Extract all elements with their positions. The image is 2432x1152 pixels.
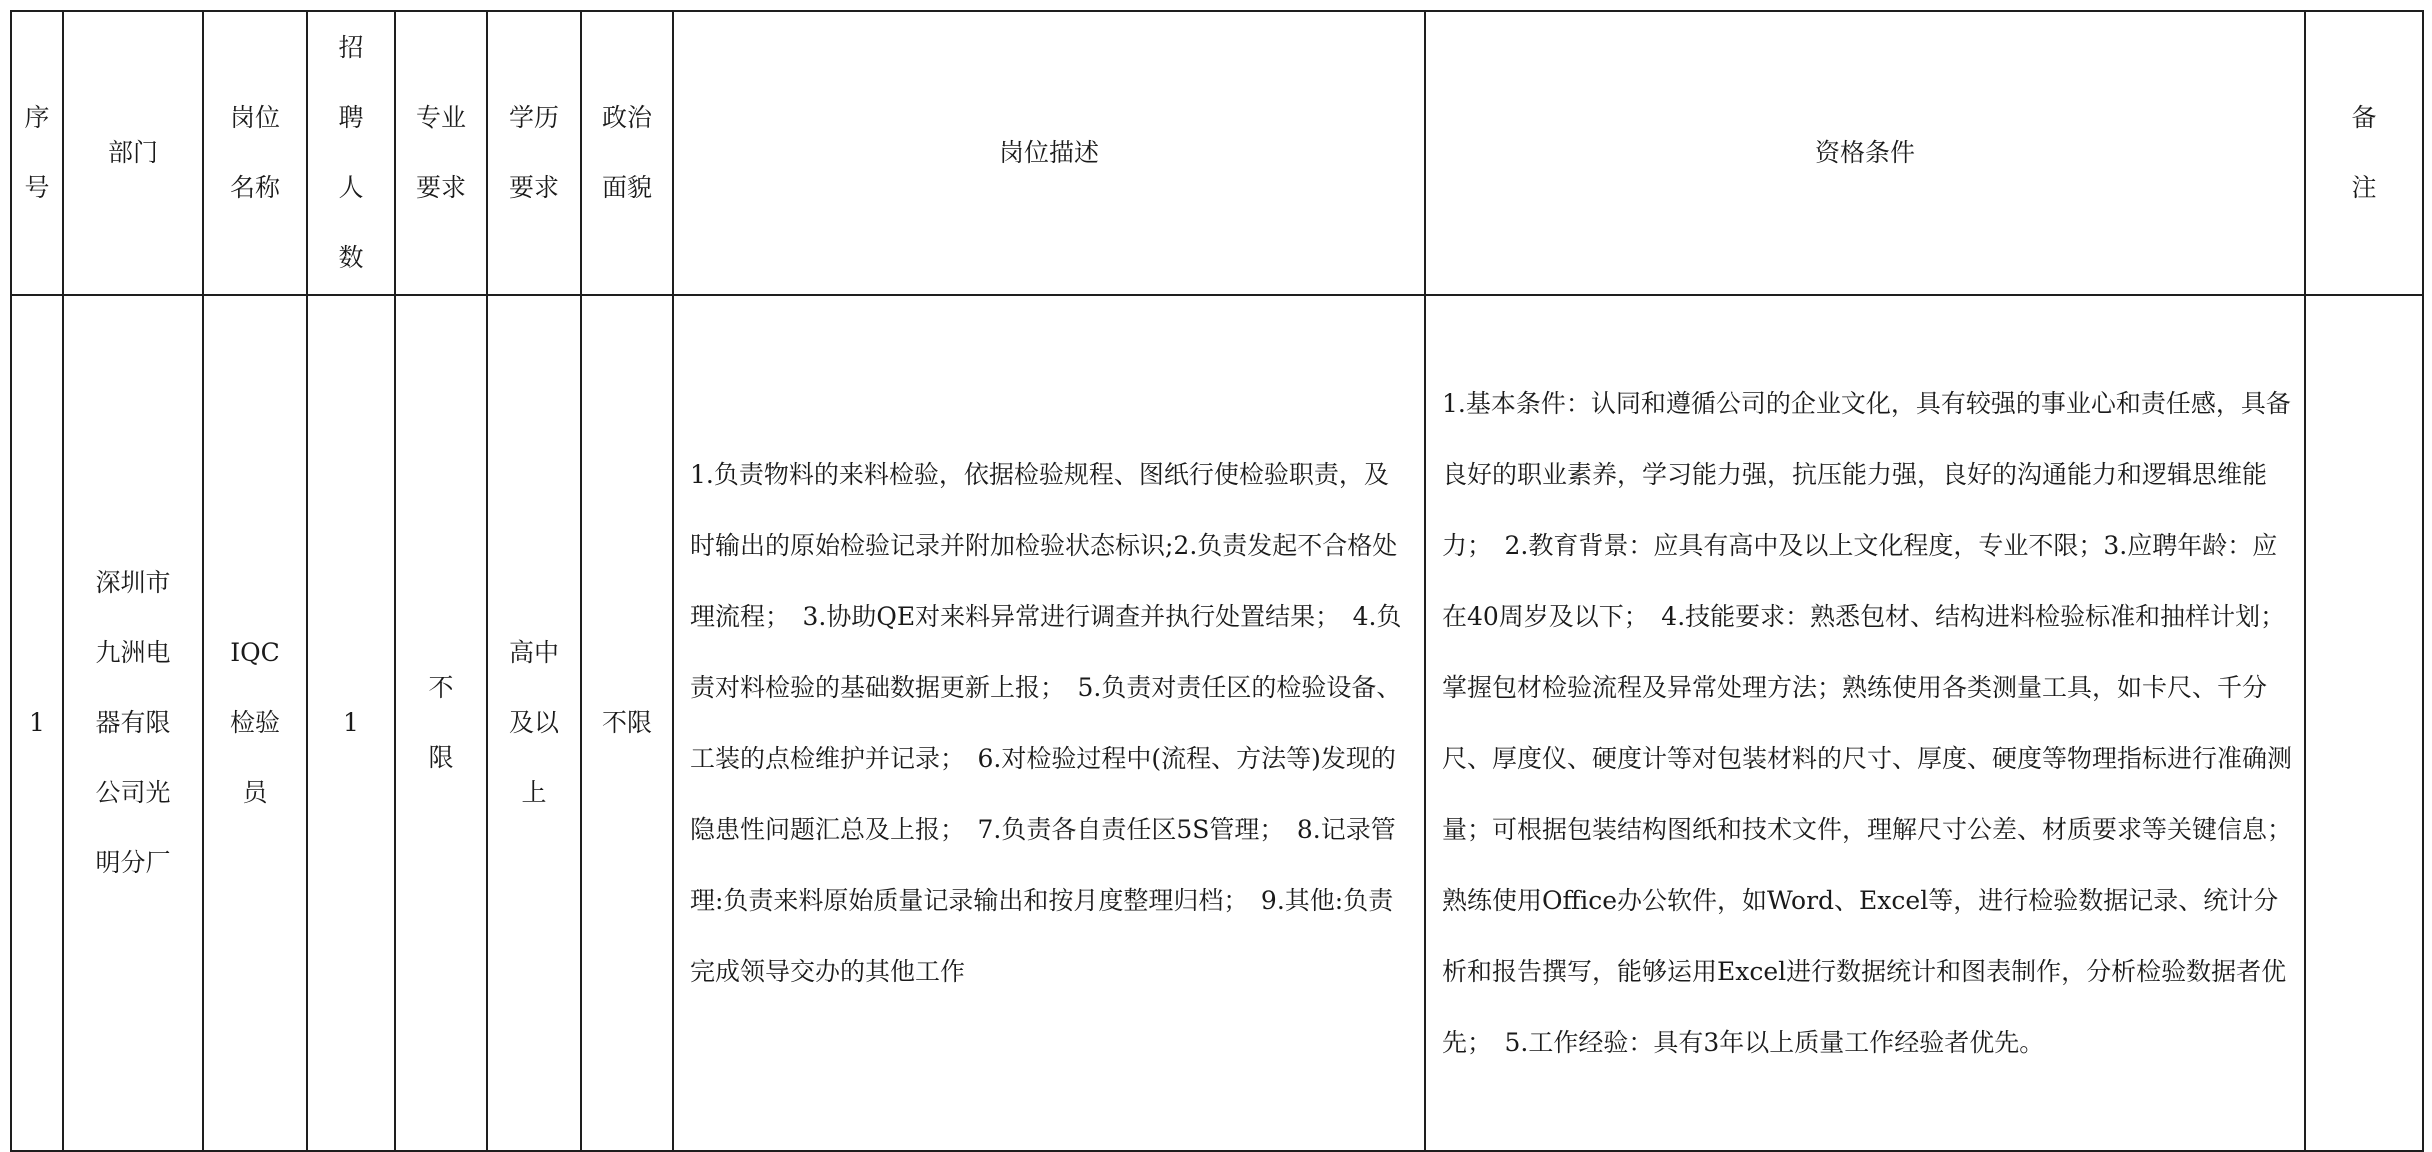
header-headcount: 招聘人数 xyxy=(307,11,395,295)
cell-description: 1.负责物料的来料检验，依据检验规程、图纸行使检验职责，及时输出的原始检验记录并附加检验状态标识;2.负责发起不合格处理流程； 3.协助QE对来料异常进行调查并执行处置结果； 4.负责对料检验的基础数据更新上报； 5.负责对责任区的检验设备、工装的点检维护并记录； 6.对检验过程中(流程、方法等)发现的隐患性问题汇总及上报； 7.负责各自责任区5S管理； 8.记录管理:负责来料原始质量记录输出和按月度整理归档； 9.其他:负责完成领导交办的其他工作 xyxy=(673,295,1425,1151)
cell-education: 高中及以上 xyxy=(487,295,581,1151)
header-description: 岗位描述 xyxy=(673,11,1425,295)
cell-dept: 深圳市九洲电器有限公司光明分厂 xyxy=(63,295,203,1151)
header-major: 专业要求 xyxy=(395,11,487,295)
cell-major: 不限 xyxy=(395,295,487,1151)
header-dept: 部门 xyxy=(63,11,203,295)
header-education: 学历要求 xyxy=(487,11,581,295)
cell-political: 不限 xyxy=(581,295,673,1151)
header-seq: 序号 xyxy=(11,11,63,295)
header-row xyxy=(11,11,2423,295)
cell-remark xyxy=(2305,295,2423,1151)
cell-seq: 1 xyxy=(11,295,63,1151)
header-remark: 备注 xyxy=(2305,11,2423,295)
table-row xyxy=(11,295,2423,1151)
header-position: 岗位名称 xyxy=(203,11,307,295)
cell-qualification: 1.基本条件：认同和遵循公司的企业文化，具有较强的事业心和责任感，具备良好的职业素养，学习能力强，抗压能力强，良好的沟通能力和逻辑思维能力； 2.教育背景：应具有高中及以上文化程度，专业不限；3.应聘年龄：应在40周岁及以下； 4.技能要求：熟悉包材、结构进料检验标准和抽样计划；掌握包材检验流程及异常处理方法；熟练使用各类测量工具，如卡尺、千分尺、厚度仪、硬度计等对包装材料的尺寸、厚度、硬度等物理指标进行准确测量；可根据包装结构图纸和技术文件，理解尺寸公差、材质要求等关键信息；熟练使用Office办公软件，如Word、Excel等，进行检验数据记录、统计分析和报告撰写，能够运用Excel进行数据统计和图表制作，分析检验数据者优先； 5.工作经验：具有3年以上质量工作经验者优先。 xyxy=(1425,295,2305,1151)
header-political: 政治面貌 xyxy=(581,11,673,295)
recruitment-table xyxy=(10,10,2424,1152)
cell-position: IQC检验员 xyxy=(203,295,307,1151)
cell-headcount: 1 xyxy=(307,295,395,1151)
header-qualification: 资格条件 xyxy=(1425,11,2305,295)
